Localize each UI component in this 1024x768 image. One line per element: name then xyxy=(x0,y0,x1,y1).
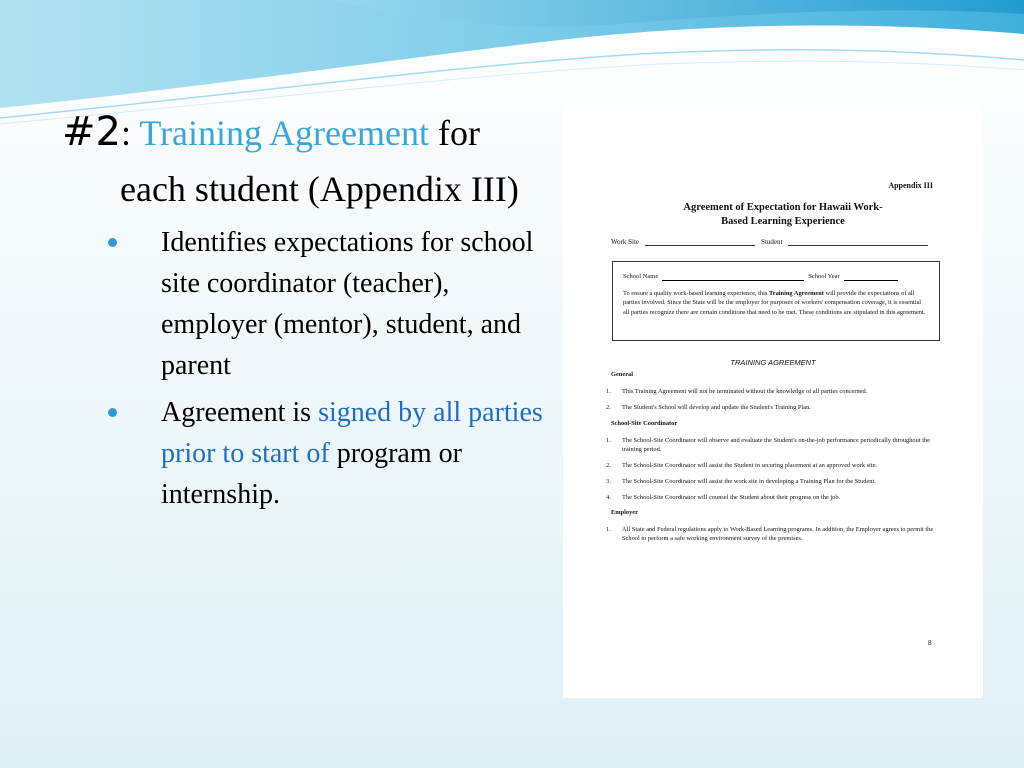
doc-heading xyxy=(658,201,908,229)
doc-worksite-row xyxy=(611,238,928,246)
school-year-label: School Year xyxy=(808,273,840,280)
title-highlight: Training Agreement xyxy=(139,113,429,153)
doc-items xyxy=(606,370,936,543)
title-number: #2 xyxy=(62,109,121,155)
bullet-list xyxy=(100,222,560,521)
bullet-text: Identifies expectations for school site coordinator (teacher), employer (mentor), student, and parent xyxy=(161,227,534,381)
bullet-item xyxy=(100,222,560,386)
doc-item: 4. The School-Site Coordinator will counsel the Student about their progress on the job. xyxy=(606,494,841,501)
bullet-prefix: Agreement is xyxy=(161,397,319,428)
doc-item: 1. The School-Site Coordinator will observe and evaluate the Student's on-the-job performance periodically throughout the training period. xyxy=(606,437,930,453)
doc-item: 1. This Training Agreement will not be terminated without the knowledge of all parties concerned. xyxy=(606,388,868,395)
work-site-line xyxy=(645,238,755,246)
title-line2: each student (Appendix III) xyxy=(120,169,519,209)
doc-section-coordinator: School-Site Coordinator xyxy=(611,420,678,427)
doc-page-number: 8 xyxy=(928,639,932,647)
doc-training-agreement-title: TRAINING AGREEMENT xyxy=(730,358,816,367)
doc-heading-line2: Based Learning Experience xyxy=(721,216,845,227)
doc-appendix-label: Appendix III xyxy=(888,181,933,190)
doc-item: 2. The Student's School will develop and update the Student's Training Plan. xyxy=(606,404,811,411)
work-site-label: Work Site xyxy=(611,238,640,246)
title-rest: for xyxy=(428,113,480,153)
school-name-line xyxy=(662,273,804,281)
title-separator: : xyxy=(120,113,140,153)
doc-section-general: General xyxy=(611,371,634,378)
school-name-label: School Name xyxy=(623,273,659,280)
student-label: Student xyxy=(761,238,783,246)
slide-title xyxy=(62,104,562,217)
doc-intro-paragraph: To ensure a quality work-based learning experience, this Training Agreement will provide the expectations of all parties involved. Since the State will be the employer for purposes of workers' compensation coverage, it is essential all parties recognize there are certain conditions that need to be met. These conditions are stipulated in this agreement. xyxy=(623,290,926,316)
doc-item: 3. The School-Site Coordinator will assist the work site in developing a Training Plan for the Student. xyxy=(606,478,876,485)
bullet-dot-icon xyxy=(108,238,117,247)
bullet-suffix: program or internship. xyxy=(161,438,462,510)
bullet-item xyxy=(100,392,560,515)
doc-section-employer: Employer xyxy=(611,509,638,516)
doc-heading-line1: Agreement of Expectation for Hawaii Work- xyxy=(683,202,883,213)
doc-school-box xyxy=(612,261,940,341)
doc-item: 2. The School-Site Coordinator will assist the Student in securing placement at an approved work site. xyxy=(606,462,878,469)
school-year-line xyxy=(844,273,898,281)
doc-school-row xyxy=(623,273,929,281)
appendix-document-image xyxy=(563,104,983,698)
doc-item: 1. All State and Federal regulations apply to Work-Based Learning programs. In addition, the Employer agrees to permit the School to perform a safe working environment survey of the premises. xyxy=(606,526,934,542)
bullet-highlight: signed by all parties prior to start of xyxy=(161,397,543,469)
student-line xyxy=(788,238,928,246)
bullet-dot-icon xyxy=(108,408,117,417)
